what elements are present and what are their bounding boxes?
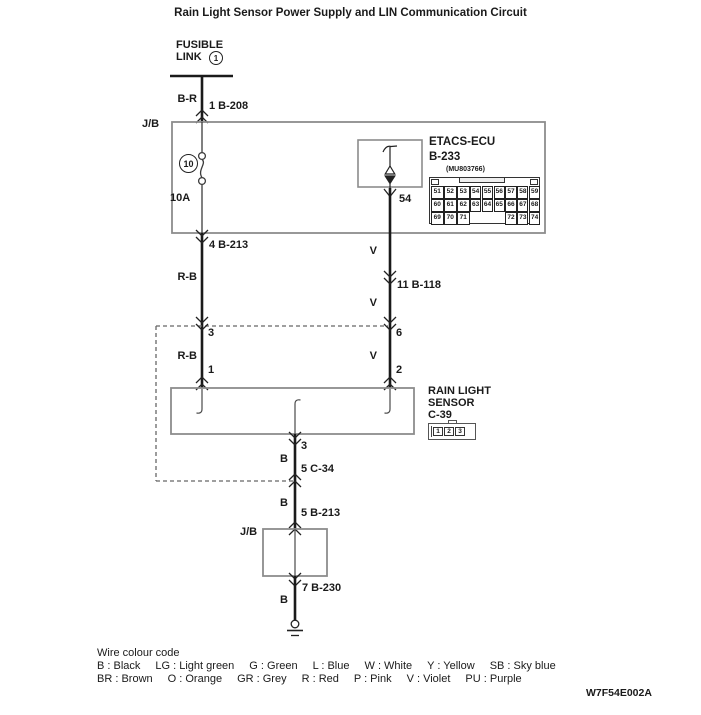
jb-top-label: J/B [142, 118, 160, 130]
legend-item: L : Blue [312, 660, 350, 672]
sensor-connector-pinout [428, 423, 476, 440]
pin-cell: 54 [470, 186, 481, 199]
rain-light-sensor-box [171, 388, 414, 434]
page-title: Rain Light Sensor Power Supply and LIN Communication Circuit [174, 7, 527, 19]
sensor-connector-label: C-39 [428, 409, 452, 421]
pin-cell: 68 [529, 199, 540, 212]
pin-cell: 52 [444, 186, 457, 199]
c39-tick-mark [431, 426, 432, 437]
c39-latch-tab [448, 420, 457, 424]
pin-cell: 64 [482, 199, 493, 212]
legend-item: P : Pink [353, 673, 392, 685]
pin-cell: 58 [517, 186, 528, 199]
legend-row-1 [97, 660, 571, 672]
sensor-pin3-label: 3 [301, 440, 308, 452]
pin1-label: 1 [208, 364, 215, 376]
pin-cell: 72 [505, 212, 516, 225]
connector-label-b118: 11 B-118 [397, 279, 442, 291]
sensor-name-line1: RAIN LIGHT [428, 385, 491, 397]
legend-item: O : Orange [167, 673, 223, 685]
legend-item: W : White [364, 660, 413, 672]
legend-title: Wire colour code [97, 647, 180, 659]
jb-bottom-label: J/B [240, 526, 258, 538]
pin-row-2 [431, 199, 541, 212]
pin-cell: 63 [470, 199, 481, 212]
pin-cell: 73 [517, 212, 528, 225]
pin54-label: 54 [399, 193, 412, 205]
fusible-link-label-line1: FUSIBLE [176, 39, 224, 51]
wire-label-b-1: B [280, 453, 288, 465]
pin-cell: 51 [431, 186, 444, 199]
sensor-internal-stubs [197, 389, 391, 434]
wire-label-v-3: V [369, 350, 377, 362]
etacs-connector-label: B-233 [429, 151, 461, 163]
fuse-symbol [199, 122, 206, 233]
pin-row-gap [470, 212, 505, 225]
pin-cell: 69 [431, 212, 444, 225]
pin2-label: 2 [396, 364, 403, 376]
connector-mark-pins-3-6 [196, 317, 396, 330]
connector-corner-left [431, 179, 439, 185]
etacs-internal-symbol [383, 146, 397, 188]
fuse-number-badge: 10 [179, 154, 198, 173]
pin3-label: 3 [208, 327, 215, 339]
pin-cell: 1 [433, 427, 443, 436]
legend-row-2 [97, 673, 571, 685]
pin-cell: 62 [457, 199, 470, 212]
etacs-connector-pinout [429, 177, 540, 224]
pin-cell: 71 [457, 212, 470, 225]
wire-label-b-2: B [280, 497, 288, 509]
wire-label-rb-2: R-B [177, 350, 197, 362]
wire-label-b-3: B [280, 594, 288, 606]
pin6-label: 6 [396, 327, 403, 339]
fusible-link-number-badge: 1 [209, 51, 223, 65]
wire-colour-legend [97, 647, 571, 685]
connector-corner-right [530, 179, 538, 185]
pin-cell: 70 [444, 212, 457, 225]
pin-cell: 2 [444, 427, 454, 436]
wire-label-v-1: V [369, 245, 377, 257]
pin-cell: 67 [517, 199, 528, 212]
fuse-rating-label: 10A [170, 192, 191, 204]
connector-label-b208: 1 B-208 [209, 100, 249, 112]
sensor-name-line2: SENSOR [428, 397, 475, 409]
pin-cell: 66 [505, 199, 516, 212]
c39-pin-cells [433, 427, 465, 436]
pin-cell: 60 [431, 199, 444, 212]
pin-cell: 61 [444, 199, 457, 212]
legend-item: V : Violet [406, 673, 451, 685]
ground-symbol [287, 620, 303, 635]
connector-latch-tab [459, 178, 505, 183]
pin-cell: 74 [529, 212, 540, 225]
legend-item: PU : Purple [465, 673, 522, 685]
pin-cell: 65 [494, 199, 505, 212]
pin-row-1 [431, 186, 541, 199]
pin-row-3 [431, 212, 541, 225]
pin-cell: 57 [505, 186, 516, 199]
legend-item: SB : Sky blue [489, 660, 556, 672]
pin-cell: 59 [529, 186, 540, 199]
legend-item: R : Red [301, 673, 339, 685]
pin-cell: 56 [494, 186, 505, 199]
connector-label-b213-4: 4 B-213 [209, 239, 249, 251]
diagram-id: W7F54E002A [586, 687, 652, 699]
legend-item: G : Green [249, 660, 298, 672]
legend-item: GR : Grey [237, 673, 287, 685]
wire-label-rb-1: R-B [177, 271, 197, 283]
legend-item: BR : Brown [97, 673, 153, 685]
pin-cell: 55 [482, 186, 493, 199]
wire-label-br: B-R [177, 93, 197, 105]
etacs-name-label: ETACS-ECU [429, 136, 496, 148]
legend-item: Y : Yellow [427, 660, 475, 672]
legend-item: LG : Light green [155, 660, 235, 672]
wire-label-v-2: V [369, 297, 377, 309]
connector-label-b213-5: 5 B-213 [301, 507, 341, 519]
fusible-link-label-line2: LINK [176, 51, 202, 63]
pin-grid-rows [431, 186, 541, 225]
pin-cell: 53 [457, 186, 470, 199]
pin-cell: 3 [455, 427, 465, 436]
connector-label-b230: 7 B-230 [302, 582, 342, 594]
etacs-part-code-label: (MU803766) [446, 166, 485, 173]
connector-label-c34: 5 C-34 [301, 463, 335, 475]
legend-item: B : Black [97, 660, 141, 672]
